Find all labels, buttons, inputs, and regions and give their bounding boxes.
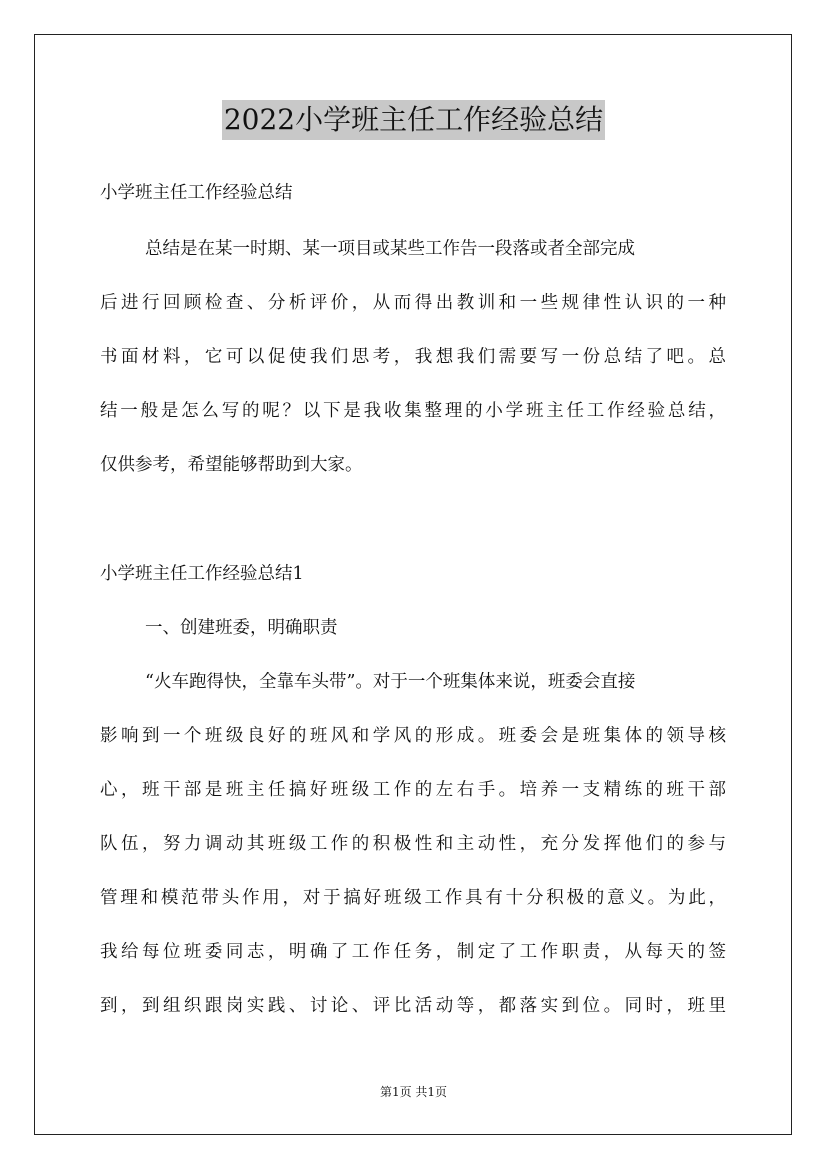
body-line: 到，到组织跟岗实践、讨论、评比活动等，都落实到位。同时，班里 (100, 996, 726, 1016)
page-number-footer: 第1页 共1页 (379, 1085, 448, 1099)
intro-line: 后进行回顾检查、分析评价，从而得出教训和一些规律性认识的一种 (100, 293, 726, 313)
body-line: 队伍，努力调动其班级工作的积极性和主动性，充分发挥他们的参与 (100, 834, 726, 854)
body-line: “火车跑得快，全靠车头带”。对于一个班集体来说，班委会直接 (145, 672, 636, 692)
title-container (0, 100, 827, 140)
intro-line: 总结是在某一时期、某一项目或某些工作告一段落或者全部完成 (145, 239, 635, 259)
section-heading: 小学班主任工作经验总结1 (100, 564, 304, 584)
body-line: 影响到一个班级良好的班风和学风的形成。班委会是班集体的领导核 (100, 726, 726, 746)
document-subtitle: 小学班主任工作经验总结 (100, 183, 293, 203)
intro-line: 仅供参考，希望能够帮助到大家。 (100, 455, 363, 475)
document-title: 2022小学班主任工作经验总结 (222, 100, 605, 140)
body-line: 心，班干部是班主任搞好班级工作的左右手。培养一支精练的班干部 (100, 780, 726, 800)
intro-line: 书面材料，它可以促使我们思考，我想我们需要写一份总结了吧。总 (100, 347, 726, 367)
intro-line: 结一般是怎么写的呢？以下是我收集整理的小学班主任工作经验总结， (100, 401, 726, 421)
body-line: 我给每位班委同志，明确了工作任务，制定了工作职责，从每天的签 (100, 942, 726, 962)
body-line: 管理和模范带头作用，对于搞好班级工作具有十分积极的意义。为此， (100, 888, 726, 908)
section-subheading: 一、创建班委，明确职责 (145, 618, 338, 638)
